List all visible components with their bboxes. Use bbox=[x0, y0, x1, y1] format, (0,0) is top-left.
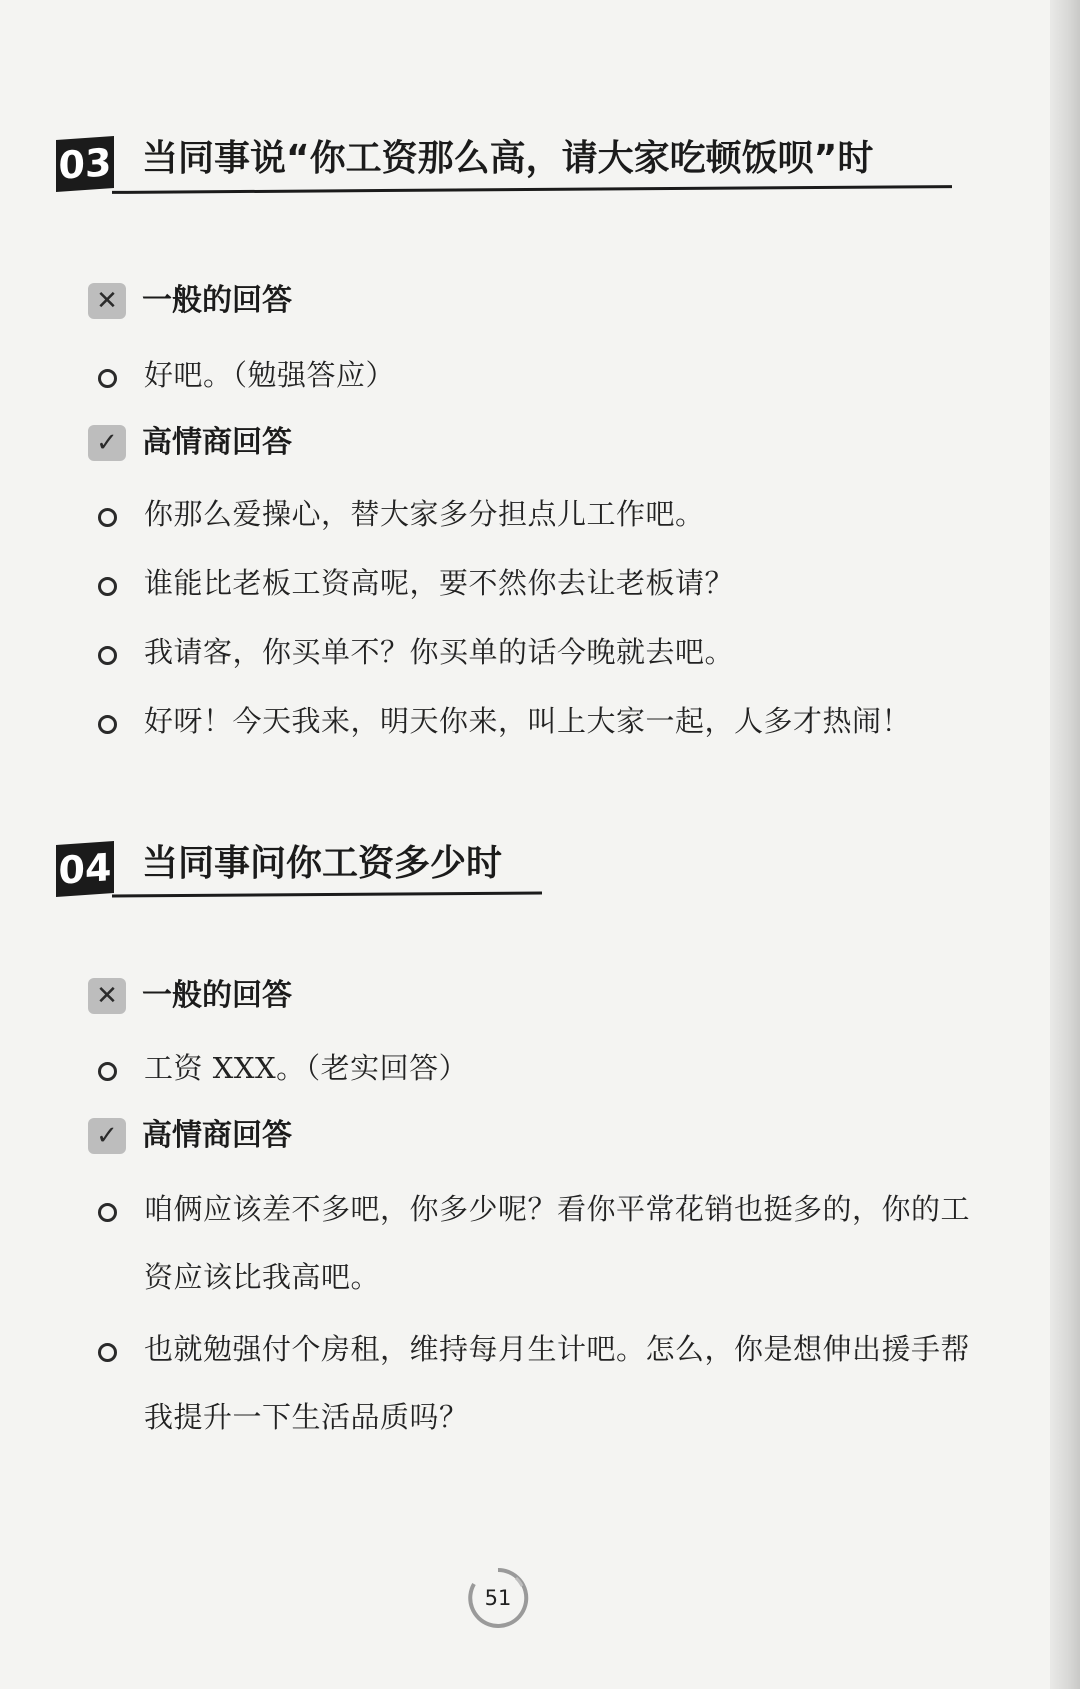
title-underline bbox=[112, 891, 542, 897]
cross-icon: ✕ bbox=[88, 283, 126, 319]
page-number-badge bbox=[466, 1566, 530, 1630]
section-number: 04 bbox=[56, 841, 114, 897]
bullet-icon bbox=[98, 715, 117, 734]
bullet-icon bbox=[98, 1062, 117, 1081]
item-text: 咱俩应该差不多吧，你多少呢？看你平常花销也挺多的，你的工资应该比我高吧。 bbox=[144, 1192, 971, 1294]
section-title: 当同事说“你工资那么高，请大家吃顿饭呗”时 bbox=[142, 138, 874, 179]
title-underline bbox=[112, 185, 952, 194]
item-text: 好吧。（勉强答应） bbox=[144, 358, 396, 392]
eq-answer-heading: 高情商回答 bbox=[142, 1118, 292, 1153]
page-number: 51 bbox=[484, 1586, 512, 1610]
bullet-icon bbox=[98, 646, 117, 665]
ordinary-answer-heading: 一般的回答 bbox=[142, 283, 292, 318]
section-header bbox=[0, 130, 1000, 210]
item-text: 也就勉强付个房租，维持每月生计吧。怎么，你是想伸出援手帮我提升一下生活品质吗？ bbox=[144, 1332, 971, 1434]
bullet-icon bbox=[98, 508, 117, 527]
bullet-icon bbox=[98, 1343, 117, 1362]
item-text: 好呀！今天我来，明天你来，叫上大家一起，人多才热闹！ bbox=[144, 704, 912, 738]
ordinary-answer-heading: 一般的回答 bbox=[142, 978, 292, 1013]
page-edge bbox=[1050, 0, 1080, 1689]
item-text: 你那么爱操心，替大家多分担点儿工作吧。 bbox=[144, 497, 705, 531]
item-text: 工资 XXX。（老实回答） bbox=[144, 1051, 469, 1085]
item-text: 谁能比老板工资高呢，要不然你去让老板请？ bbox=[144, 566, 735, 600]
cross-icon: ✕ bbox=[88, 978, 126, 1014]
check-icon: ✓ bbox=[88, 425, 126, 461]
section-header bbox=[0, 835, 1000, 915]
section-04 bbox=[0, 835, 1000, 915]
bullet-icon bbox=[98, 1203, 117, 1222]
bullet-icon bbox=[98, 369, 117, 388]
section-03 bbox=[0, 130, 1000, 210]
bullet-icon bbox=[98, 577, 117, 596]
check-icon: ✓ bbox=[88, 1118, 126, 1154]
item-text: 我请客，你买单不？你买单的话今晚就去吧。 bbox=[144, 635, 735, 669]
section-number: 03 bbox=[56, 136, 114, 192]
section-title: 当同事问你工资多少时 bbox=[142, 843, 503, 884]
eq-answer-heading: 高情商回答 bbox=[142, 425, 292, 460]
